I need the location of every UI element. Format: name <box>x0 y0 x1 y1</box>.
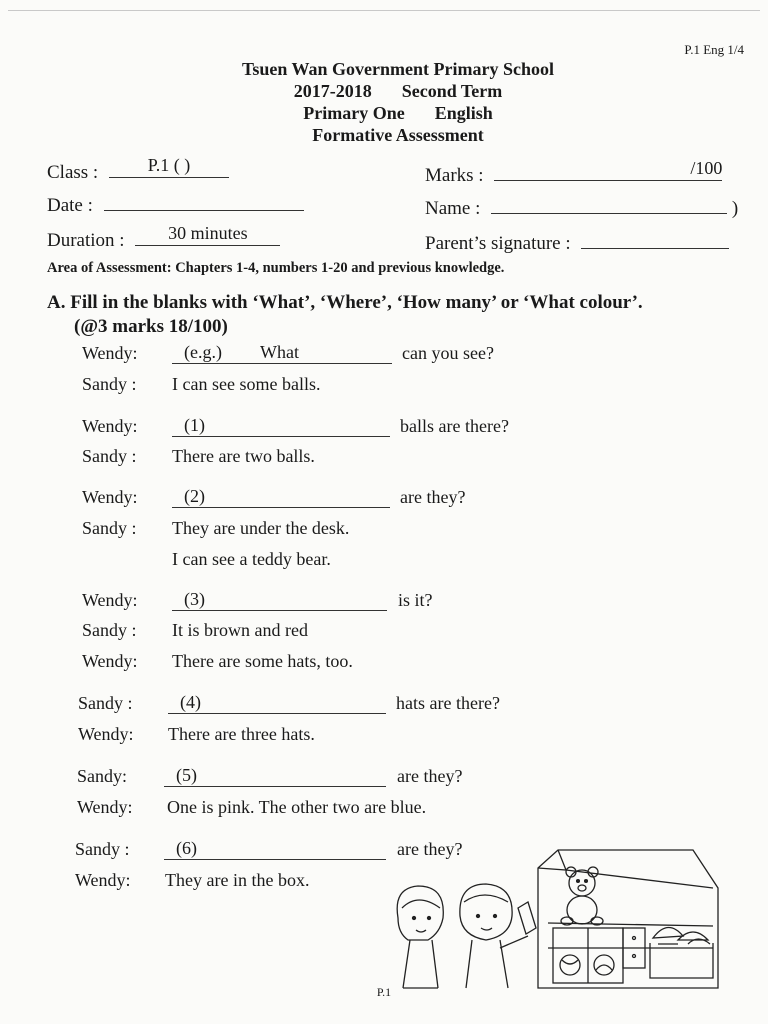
class-field <box>47 157 229 184</box>
class-label: Class : <box>47 162 99 183</box>
reply-text: I can see some balls. <box>172 374 321 394</box>
section-a-title: A. Fill in the blanks with ‘What’, ‘Where’, ‘How many’ or ‘What colour’. <box>47 292 643 313</box>
reply-text: There are some hats, too. <box>172 651 353 671</box>
girl-icon <box>397 886 443 988</box>
reply-text: One is pink. The other two are blue. <box>167 797 427 817</box>
class-value: P.1 ( ) <box>147 155 191 175</box>
page-edge <box>8 10 760 11</box>
blank-number: (6) <box>176 838 197 858</box>
speaker: Wendy: <box>78 724 134 744</box>
cabinet-icon <box>538 850 718 988</box>
duration-line <box>135 225 280 246</box>
term: Second Term <box>401 81 503 101</box>
reply-text: I can see a teddy bear. <box>172 549 331 569</box>
blank-number: (1) <box>184 415 205 435</box>
date-input-line[interactable] <box>104 190 304 211</box>
answer-blank-example[interactable] <box>172 343 392 364</box>
name-close-paren: ) <box>731 198 739 219</box>
date-label: Date : <box>47 195 93 216</box>
marks-value: /100 <box>690 158 723 178</box>
answer-blank-5[interactable] <box>164 766 386 787</box>
school-year: 2017-2018 <box>293 81 372 101</box>
name-label: Name : <box>425 198 481 219</box>
duration-value: 30 minutes <box>168 223 248 243</box>
blank-number: (2) <box>184 486 205 506</box>
question-tail: is it? <box>398 590 433 610</box>
section-a-heading <box>47 291 643 339</box>
date-field <box>47 190 304 217</box>
name-input-line[interactable] <box>491 193 727 214</box>
question-tail: are they? <box>397 839 463 859</box>
question-tail: are they? <box>400 487 466 507</box>
subject: English <box>434 103 493 123</box>
boy-icon <box>460 884 536 988</box>
speaker: Sandy : <box>82 518 137 538</box>
question-tail: are they? <box>397 766 463 786</box>
question-tail: can you see? <box>402 343 494 363</box>
page-footer: P.1 <box>376 985 392 999</box>
hats-in-box-icon <box>650 927 713 978</box>
marks-input-line[interactable] <box>494 160 722 181</box>
parent-signature-label: Parent’s signature : <box>425 233 571 254</box>
level-subject <box>14 102 768 124</box>
assessment-area: Area of Assessment: Chapters 1-4, numbers 1-20 and previous knowledge. <box>47 260 505 276</box>
duration-field <box>47 225 280 252</box>
parent-signature-line[interactable] <box>581 228 729 249</box>
speaker: Sandy : <box>82 446 137 466</box>
blank-number: (3) <box>184 589 205 609</box>
blank-number: (4) <box>180 692 201 712</box>
reply-text: They are under the desk. <box>172 518 350 538</box>
level: Primary One <box>303 103 405 123</box>
speaker: Wendy: <box>82 651 138 671</box>
name-field <box>425 193 738 220</box>
school-year-term <box>14 80 768 102</box>
question-tail: hats are there? <box>396 693 500 713</box>
page-reference: P.1 Eng 1/4 <box>684 42 744 57</box>
speaker: Wendy: <box>82 590 138 610</box>
speaker: Wendy: <box>82 416 138 436</box>
school-name: Tsuen Wan Government Primary School <box>241 59 555 79</box>
answer-blank-3[interactable] <box>172 590 387 611</box>
speaker: Sandy : <box>82 374 137 394</box>
marks-label: Marks : <box>425 165 484 186</box>
assessment-title: Formative Assessment <box>312 125 484 145</box>
reply-text: They are in the box. <box>165 870 310 890</box>
blank-number: (e.g.) <box>184 342 222 362</box>
speaker: Sandy: <box>77 766 128 786</box>
speaker: Sandy : <box>78 693 133 713</box>
parent-signature-field <box>425 228 729 255</box>
marks-field <box>425 160 722 187</box>
duration-label: Duration : <box>47 230 125 251</box>
class-input-line[interactable] <box>109 157 229 178</box>
teddy-bear-icon <box>561 867 603 925</box>
question-tail: balls are there? <box>400 416 509 436</box>
answer-blank-1[interactable] <box>172 416 390 437</box>
speaker: Wendy: <box>77 797 133 817</box>
section-a-marks: (@3 marks 18/100) <box>74 316 228 337</box>
blank-number: (5) <box>176 765 197 785</box>
speaker: Wendy: <box>82 487 138 507</box>
speaker: Sandy : <box>82 620 137 640</box>
answer-blank-2[interactable] <box>172 487 390 508</box>
blank-answer: What <box>260 342 299 362</box>
ball-icon <box>560 955 614 975</box>
reply-text: There are two balls. <box>172 446 315 466</box>
answer-blank-6[interactable] <box>164 839 386 860</box>
speaker: Sandy : <box>75 839 130 859</box>
reply-text: There are three hats. <box>168 724 315 744</box>
document-header <box>0 58 768 146</box>
answer-blank-4[interactable] <box>168 693 386 714</box>
reply-text: It is brown and red <box>172 620 308 640</box>
speaker: Wendy: <box>82 343 138 363</box>
speaker: Wendy: <box>75 870 131 890</box>
children-toy-cabinet-illustration <box>388 848 733 998</box>
